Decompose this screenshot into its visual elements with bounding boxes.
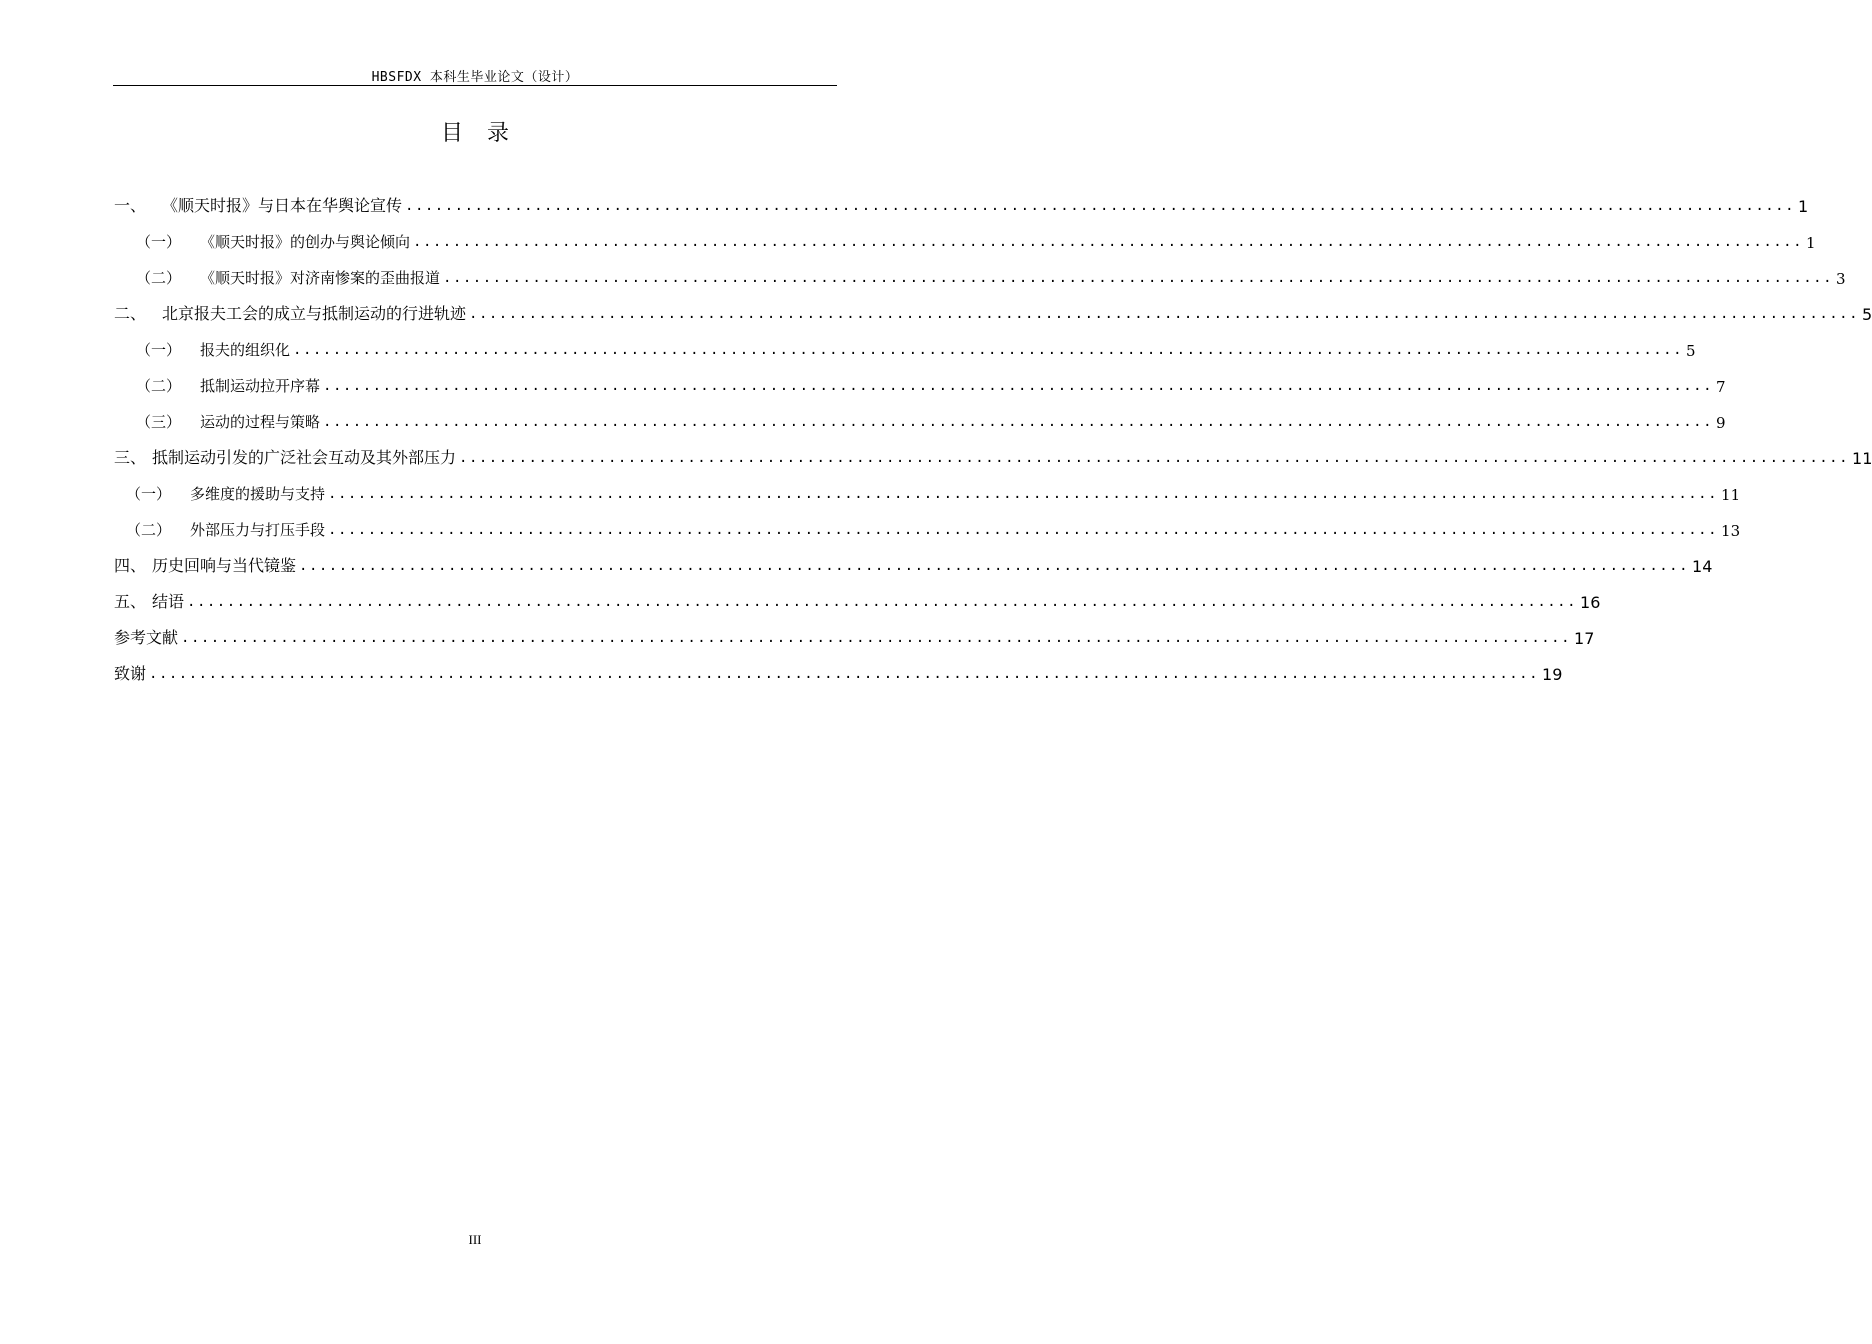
toc-entry[interactable] bbox=[126, 480, 1741, 504]
page-number: III bbox=[468, 1232, 482, 1247]
toc-entry-label: 北京报夫工会的成立与抵制运动的行进轨迹 bbox=[162, 304, 467, 323]
dot-leader: ............................................................................................................................................ bbox=[181, 630, 1572, 646]
dot-leader: ............................................................................................................................................ bbox=[323, 378, 1714, 394]
toc-entry[interactable] bbox=[114, 660, 1563, 684]
toc-entry-page: 1 bbox=[1806, 234, 1816, 252]
toc-entry[interactable] bbox=[114, 192, 1809, 216]
toc-entry[interactable] bbox=[136, 264, 1846, 288]
toc-entry[interactable] bbox=[136, 228, 1816, 252]
toc-entry[interactable] bbox=[136, 408, 1726, 432]
toc-entry[interactable] bbox=[136, 336, 1696, 360]
dot-leader: ............................................................................................................................................ bbox=[443, 270, 1834, 286]
toc-entry-label: 《顺天时报》与日本在华舆论宣传 bbox=[162, 196, 403, 215]
dot-leader: ............................................................................................................................................ bbox=[405, 198, 1796, 214]
toc-entry-page: 13 bbox=[1721, 522, 1741, 540]
toc-entry-number: （三） bbox=[136, 413, 182, 431]
toc-entry-number: 四、 bbox=[114, 556, 147, 575]
toc-entry[interactable] bbox=[114, 624, 1595, 648]
toc-entry-number: 二、 bbox=[114, 304, 147, 323]
toc-entry-page: 16 bbox=[1580, 593, 1601, 612]
toc-entry[interactable] bbox=[126, 516, 1741, 540]
toc-entry-label: 历史回响与当代镜鉴 bbox=[152, 556, 297, 575]
toc-entry-label: 《顺天时报》的创办与舆论倾向 bbox=[200, 233, 411, 251]
toc-entry-page: 14 bbox=[1692, 557, 1713, 576]
toc-entry-label: 抵制运动引发的广泛社会互动及其外部压力 bbox=[152, 448, 457, 467]
toc-entry-page: 1 bbox=[1798, 197, 1809, 216]
toc-entry-number: （一） bbox=[126, 485, 172, 503]
toc-entry-number: （二） bbox=[136, 377, 182, 395]
toc-entry-page: 11 bbox=[1721, 486, 1741, 504]
header-rule bbox=[113, 85, 837, 86]
dot-leader: ............................................................................................................................................ bbox=[149, 666, 1540, 682]
dot-leader: ............................................................................................................................................ bbox=[187, 594, 1578, 610]
toc-entry-page: 5 bbox=[1862, 305, 1872, 324]
toc-entry-label: 致谢 bbox=[114, 664, 147, 683]
running-header: HBSFDX 本科生毕业论文（设计） bbox=[371, 70, 579, 85]
toc-entry-page: 11 bbox=[1852, 449, 1872, 468]
toc-entry-number: 一、 bbox=[114, 196, 147, 215]
toc-entry-label: 外部压力与打压手段 bbox=[190, 521, 326, 539]
toc-entry-label: 《顺天时报》对济南惨案的歪曲报道 bbox=[200, 269, 441, 287]
toc-entry-number: （一） bbox=[136, 233, 182, 251]
toc-entry-label: 运动的过程与策略 bbox=[200, 413, 321, 431]
toc-entry-page: 3 bbox=[1836, 270, 1846, 288]
toc-entry[interactable] bbox=[114, 300, 1872, 324]
toc-entry-label: 结语 bbox=[152, 592, 185, 611]
toc-entry-page: 17 bbox=[1574, 629, 1595, 648]
dot-leader: ............................................................................................................................................ bbox=[413, 234, 1804, 250]
toc-entry-page: 7 bbox=[1716, 378, 1726, 396]
toc-entry-number: （二） bbox=[136, 269, 182, 287]
toc-entry-label: 参考文献 bbox=[114, 628, 179, 647]
toc-entry-label: 报夫的组织化 bbox=[200, 341, 291, 359]
dot-leader: ............................................................................................................................................ bbox=[293, 342, 1684, 358]
dot-leader: ............................................................................................................................................ bbox=[323, 414, 1714, 430]
toc-entry-number: （二） bbox=[126, 521, 172, 539]
dot-leader: ............................................................................................................................................ bbox=[469, 306, 1860, 322]
toc-entry-number: 五、 bbox=[114, 592, 147, 611]
toc-entry-label: 抵制运动拉开序幕 bbox=[200, 377, 321, 395]
toc-entry-page: 19 bbox=[1542, 665, 1563, 684]
toc-entry[interactable] bbox=[114, 552, 1713, 576]
toc-entry-number: 三、 bbox=[114, 448, 147, 467]
toc-entry-page: 9 bbox=[1716, 414, 1726, 432]
toc-entry[interactable] bbox=[114, 444, 1872, 468]
dot-leader: ............................................................................................................................................ bbox=[299, 558, 1690, 574]
dot-leader: ............................................................................................................................................ bbox=[328, 522, 1719, 538]
toc-entry-number: （一） bbox=[136, 341, 182, 359]
toc-entry[interactable] bbox=[114, 588, 1601, 612]
dot-leader: ............................................................................................................................................ bbox=[328, 486, 1719, 502]
toc-entry-label: 多维度的援助与支持 bbox=[190, 485, 326, 503]
dot-leader: ............................................................................................................................................ bbox=[459, 450, 1850, 466]
toc-title: 目录 bbox=[440, 121, 533, 146]
toc-entry-page: 5 bbox=[1686, 342, 1696, 360]
toc-entry[interactable] bbox=[136, 372, 1726, 396]
